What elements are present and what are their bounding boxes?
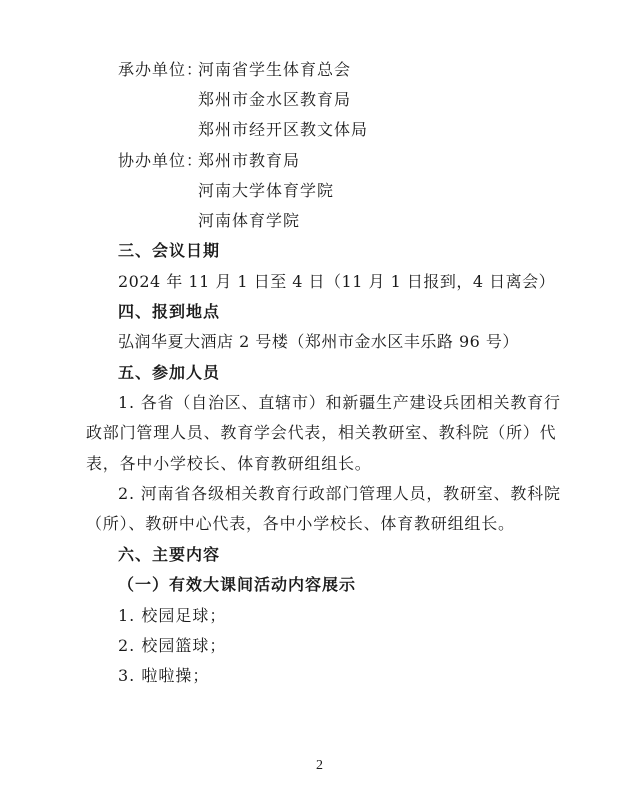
location-heading: 四、报到地点 — [118, 302, 221, 321]
page-number: 2 — [316, 758, 323, 773]
location-text: 弘润华夏大酒店 2 号楼（郑州市金水区丰乐路 96 号） — [118, 332, 519, 351]
content-list-item: 2. 校园篮球； — [118, 636, 227, 655]
host-org-label: 承办单位： — [118, 60, 204, 79]
participants-heading: 五、参加人员 — [118, 363, 221, 382]
participants-paragraph-line: 2. 河南省各级相关教育行政部门管理人员，教研室、教科院 — [118, 484, 561, 503]
content-list-item: 3. 啦啦操； — [118, 666, 210, 685]
co-org-item: 郑州市教育局 — [198, 151, 301, 170]
date-text: 2024 年 11 月 1 日至 4 日（11 月 1 日报到，4 日离会） — [118, 272, 556, 291]
content-heading: 六、主要内容 — [118, 545, 221, 564]
co-org-item: 河南体育学院 — [198, 211, 301, 230]
participants-paragraph-line: 1. 各省（自治区、直辖市）和新疆生产建设兵团相关教育行 — [118, 393, 561, 412]
host-org-item: 郑州市金水区教育局 — [198, 90, 352, 109]
date-heading: 三、会议日期 — [118, 241, 221, 260]
host-org-item: 河南省学生体育总会 — [198, 60, 352, 79]
participants-paragraph-line: 表，各中小学校长、体育教研组组长。 — [86, 454, 372, 473]
participants-paragraph-line: 政部门管理人员、教育学会代表，相关教研室、教科院（所）代 — [86, 423, 557, 442]
content-subheading: （一）有效大课间活动内容展示 — [118, 575, 357, 594]
host-org-item: 郑州市经开区教文体局 — [198, 120, 369, 139]
co-org-item: 河南大学体育学院 — [198, 181, 335, 200]
co-org-label: 协办单位： — [118, 151, 204, 170]
participants-paragraph-line: （所）、教研中心代表，各中小学校长、体育教研组组长。 — [86, 514, 515, 533]
content-list-item: 1. 校园足球； — [118, 606, 227, 625]
